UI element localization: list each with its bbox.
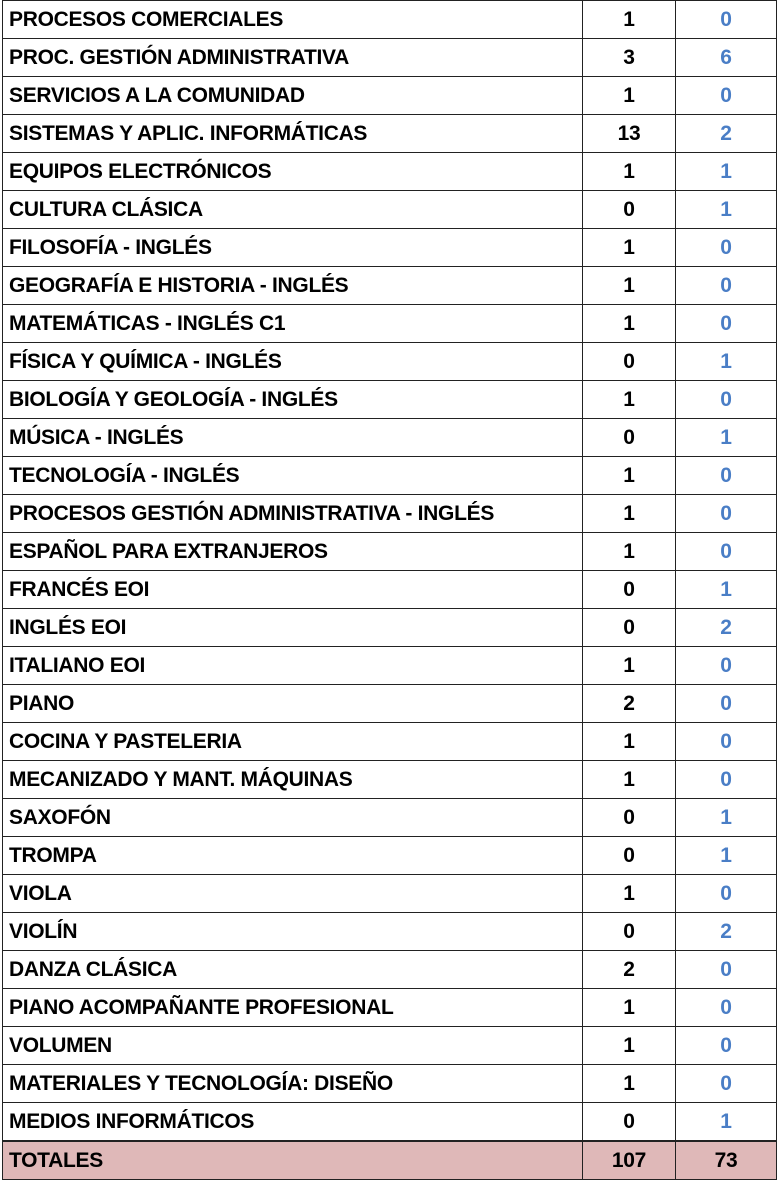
count-second: 0 bbox=[676, 647, 777, 685]
totals-first: 107 bbox=[583, 1141, 676, 1180]
count-first: 1 bbox=[583, 305, 676, 343]
count-first: 1 bbox=[583, 723, 676, 761]
count-first: 1 bbox=[583, 267, 676, 305]
count-first: 1 bbox=[583, 1027, 676, 1065]
specialty-name: MEDIOS INFORMÁTICOS bbox=[3, 1103, 583, 1142]
count-second: 6 bbox=[676, 39, 777, 77]
count-first: 0 bbox=[583, 1103, 676, 1142]
specialties-table bbox=[2, 0, 777, 1180]
count-first: 0 bbox=[583, 913, 676, 951]
table-row bbox=[3, 571, 777, 609]
table-row bbox=[3, 951, 777, 989]
count-second: 1 bbox=[676, 571, 777, 609]
count-first: 0 bbox=[583, 419, 676, 457]
count-first: 2 bbox=[583, 685, 676, 723]
table-row bbox=[3, 457, 777, 495]
count-first: 2 bbox=[583, 951, 676, 989]
specialty-name: PROC. GESTIÓN ADMINISTRATIVA bbox=[3, 39, 583, 77]
count-second: 0 bbox=[676, 1027, 777, 1065]
table-row bbox=[3, 989, 777, 1027]
count-second: 0 bbox=[676, 951, 777, 989]
count-second: 0 bbox=[676, 77, 777, 115]
specialty-name: TECNOLOGÍA - INGLÉS bbox=[3, 457, 583, 495]
table-row bbox=[3, 495, 777, 533]
table-row bbox=[3, 1, 777, 39]
specialty-name: FÍSICA Y QUÍMICA - INGLÉS bbox=[3, 343, 583, 381]
count-second: 1 bbox=[676, 343, 777, 381]
specialty-name: PROCESOS GESTIÓN ADMINISTRATIVA - INGLÉS bbox=[3, 495, 583, 533]
specialty-name: PIANO ACOMPAÑANTE PROFESIONAL bbox=[3, 989, 583, 1027]
specialty-name: MÚSICA - INGLÉS bbox=[3, 419, 583, 457]
table-row bbox=[3, 77, 777, 115]
table-row bbox=[3, 191, 777, 229]
table-row bbox=[3, 1027, 777, 1065]
specialty-name: INGLÉS EOI bbox=[3, 609, 583, 647]
count-first: 1 bbox=[583, 153, 676, 191]
specialty-name: GEOGRAFÍA E HISTORIA - INGLÉS bbox=[3, 267, 583, 305]
count-first: 1 bbox=[583, 647, 676, 685]
specialty-name: BIOLOGÍA Y GEOLOGÍA - INGLÉS bbox=[3, 381, 583, 419]
count-first: 1 bbox=[583, 989, 676, 1027]
table-row bbox=[3, 39, 777, 77]
count-first: 1 bbox=[583, 1065, 676, 1103]
count-second: 1 bbox=[676, 419, 777, 457]
count-first: 0 bbox=[583, 609, 676, 647]
table-row bbox=[3, 419, 777, 457]
table-row bbox=[3, 723, 777, 761]
count-second: 0 bbox=[676, 723, 777, 761]
specialty-name: EQUIPOS ELECTRÓNICOS bbox=[3, 153, 583, 191]
count-second: 2 bbox=[676, 913, 777, 951]
count-first: 0 bbox=[583, 799, 676, 837]
table-row bbox=[3, 647, 777, 685]
count-second: 0 bbox=[676, 381, 777, 419]
specialty-name: PIANO bbox=[3, 685, 583, 723]
table-row bbox=[3, 685, 777, 723]
count-second: 1 bbox=[676, 837, 777, 875]
table-row bbox=[3, 153, 777, 191]
specialty-name: FILOSOFÍA - INGLÉS bbox=[3, 229, 583, 267]
count-second: 0 bbox=[676, 685, 777, 723]
specialty-name: SERVICIOS A LA COMUNIDAD bbox=[3, 77, 583, 115]
table-row bbox=[3, 115, 777, 153]
count-second: 0 bbox=[676, 761, 777, 799]
table-row bbox=[3, 533, 777, 571]
count-first: 13 bbox=[583, 115, 676, 153]
table-row bbox=[3, 343, 777, 381]
count-first: 1 bbox=[583, 381, 676, 419]
specialty-name: ITALIANO EOI bbox=[3, 647, 583, 685]
count-second: 0 bbox=[676, 875, 777, 913]
table-body bbox=[3, 1, 777, 1180]
table-row bbox=[3, 1065, 777, 1103]
count-second: 2 bbox=[676, 115, 777, 153]
table-row bbox=[3, 381, 777, 419]
count-first: 1 bbox=[583, 1, 676, 39]
count-second: 1 bbox=[676, 799, 777, 837]
specialty-name: MATEMÁTICAS - INGLÉS C1 bbox=[3, 305, 583, 343]
count-second: 0 bbox=[676, 229, 777, 267]
count-first: 0 bbox=[583, 571, 676, 609]
table-row bbox=[3, 761, 777, 799]
count-first: 0 bbox=[583, 343, 676, 381]
table-row bbox=[3, 609, 777, 647]
table-row bbox=[3, 267, 777, 305]
specialty-name: CULTURA CLÁSICA bbox=[3, 191, 583, 229]
totals-second: 73 bbox=[676, 1141, 777, 1180]
table-row bbox=[3, 913, 777, 951]
table-row bbox=[3, 837, 777, 875]
table-row bbox=[3, 799, 777, 837]
totals-row bbox=[3, 1141, 777, 1180]
count-second: 0 bbox=[676, 1065, 777, 1103]
specialty-name: ESPAÑOL PARA EXTRANJEROS bbox=[3, 533, 583, 571]
count-first: 1 bbox=[583, 533, 676, 571]
specialty-name: VIOLÍN bbox=[3, 913, 583, 951]
count-second: 0 bbox=[676, 267, 777, 305]
specialty-name: MATERIALES Y TECNOLOGÍA: DISEÑO bbox=[3, 1065, 583, 1103]
specialty-name: MECANIZADO Y MANT. MÁQUINAS bbox=[3, 761, 583, 799]
count-second: 2 bbox=[676, 609, 777, 647]
totals-label: TOTALES bbox=[3, 1141, 583, 1180]
count-first: 0 bbox=[583, 191, 676, 229]
specialty-name: DANZA CLÁSICA bbox=[3, 951, 583, 989]
specialty-name: VIOLA bbox=[3, 875, 583, 913]
count-second: 1 bbox=[676, 191, 777, 229]
count-first: 1 bbox=[583, 229, 676, 267]
specialty-name: PROCESOS COMERCIALES bbox=[3, 1, 583, 39]
count-second: 0 bbox=[676, 305, 777, 343]
specialty-name: SISTEMAS Y APLIC. INFORMÁTICAS bbox=[3, 115, 583, 153]
specialty-name: TROMPA bbox=[3, 837, 583, 875]
table-row bbox=[3, 305, 777, 343]
count-second: 0 bbox=[676, 495, 777, 533]
count-first: 3 bbox=[583, 39, 676, 77]
table-row bbox=[3, 229, 777, 267]
count-first: 1 bbox=[583, 457, 676, 495]
count-first: 0 bbox=[583, 837, 676, 875]
count-second: 0 bbox=[676, 533, 777, 571]
table-row bbox=[3, 875, 777, 913]
table-row bbox=[3, 1103, 777, 1142]
specialty-name: SAXOFÓN bbox=[3, 799, 583, 837]
specialty-name: FRANCÉS EOI bbox=[3, 571, 583, 609]
specialty-name: COCINA Y PASTELERIA bbox=[3, 723, 583, 761]
count-first: 1 bbox=[583, 875, 676, 913]
specialty-name: VOLUMEN bbox=[3, 1027, 583, 1065]
count-second: 1 bbox=[676, 153, 777, 191]
count-first: 1 bbox=[583, 77, 676, 115]
count-first: 1 bbox=[583, 761, 676, 799]
count-second: 0 bbox=[676, 989, 777, 1027]
count-second: 1 bbox=[676, 1103, 777, 1142]
count-second: 0 bbox=[676, 457, 777, 495]
count-second: 0 bbox=[676, 1, 777, 39]
count-first: 1 bbox=[583, 495, 676, 533]
